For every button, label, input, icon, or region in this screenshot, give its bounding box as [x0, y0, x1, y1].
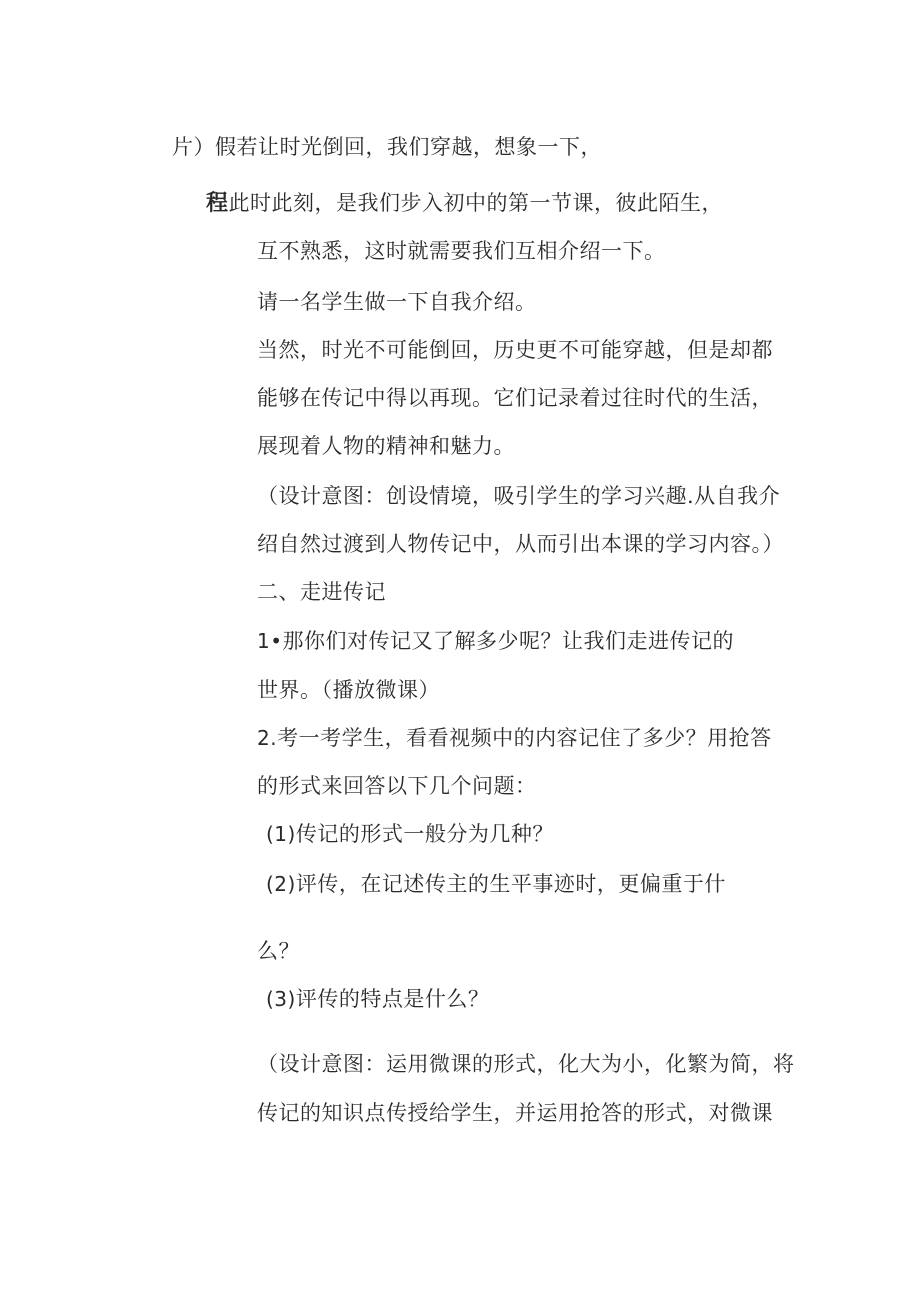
- line-text: 此时此刻，是我们步入初中的第一节课，彼此陌生，: [228, 191, 724, 215]
- text-line-6: [257, 384, 773, 412]
- line-text: 传记的知识点传授给学生，并运用抢答的形式，对微课: [257, 1101, 773, 1125]
- line-text: 评传，在记述传主的生平事迹时，更偏重于什: [295, 872, 726, 896]
- text-line-8: [257, 482, 780, 510]
- question-number: (1): [266, 822, 296, 846]
- list-number: 1•: [257, 629, 283, 653]
- line-text: 传记的形式一般分为几种？: [295, 822, 554, 846]
- text-line-4: [257, 288, 537, 316]
- line-lead-char: 程: [206, 191, 229, 216]
- list-number: 2.: [257, 726, 278, 750]
- line-text: 请一名学生做一下自我介绍。: [257, 290, 537, 314]
- question-2-continued: [257, 937, 300, 965]
- text-line-1: [172, 133, 602, 161]
- question-3: [266, 985, 489, 1013]
- line-text: 二、走进传记: [257, 580, 386, 604]
- text-line-5: [257, 336, 773, 364]
- text-line-20: [257, 1099, 773, 1127]
- line-text: （设计意图：运用微课的形式，化大为小，化繁为简，将: [257, 1052, 795, 1076]
- line-text: 当然，时光不可能倒回，历史更不可能穿越，但是却都: [257, 338, 773, 362]
- question-number: (3): [266, 987, 296, 1011]
- question-2: [266, 870, 726, 898]
- text-line-12: [257, 676, 440, 704]
- line-text: 能够在传记中得以再现。它们记录着过往时代的生活，: [257, 386, 773, 410]
- line-text: （设计意图：创设情境，吸引学生的学习兴趣.从自我介: [257, 484, 781, 508]
- line-text: 绍自然过渡到人物传记中，从而引出本课的学习内容。）: [257, 532, 784, 556]
- text-line-11: [257, 627, 734, 655]
- line-text: 展现着人物的精神和魅力。: [257, 434, 515, 458]
- text-line-14: [257, 772, 537, 800]
- line-text: 评传的特点是什么？: [295, 987, 490, 1011]
- line-text: 片）假若让时光倒回，我们穿越，想象一下，: [172, 135, 602, 159]
- question-number: (2): [266, 872, 296, 896]
- text-line-19: [257, 1050, 795, 1078]
- line-text: 的形式来回答以下几个问题：: [257, 774, 537, 798]
- line-text: 那你们对传记又了解多少呢？让我们走进传记的: [282, 629, 735, 653]
- question-1: [266, 820, 554, 848]
- text-line-2: [206, 189, 723, 218]
- text-line-7: [257, 432, 515, 460]
- line-text: 世界。（播放微课）: [257, 678, 440, 702]
- line-text: 么？: [257, 939, 300, 963]
- text-line-13: [257, 724, 772, 752]
- line-text: 考一考学生，看看视频中的内容记住了多少？用抢答: [277, 726, 772, 750]
- text-line-9: [257, 530, 784, 558]
- text-line-3: [257, 237, 666, 265]
- section-heading: [257, 578, 386, 606]
- line-text: 互不熟悉，这时就需要我们互相介绍一下。: [257, 239, 666, 263]
